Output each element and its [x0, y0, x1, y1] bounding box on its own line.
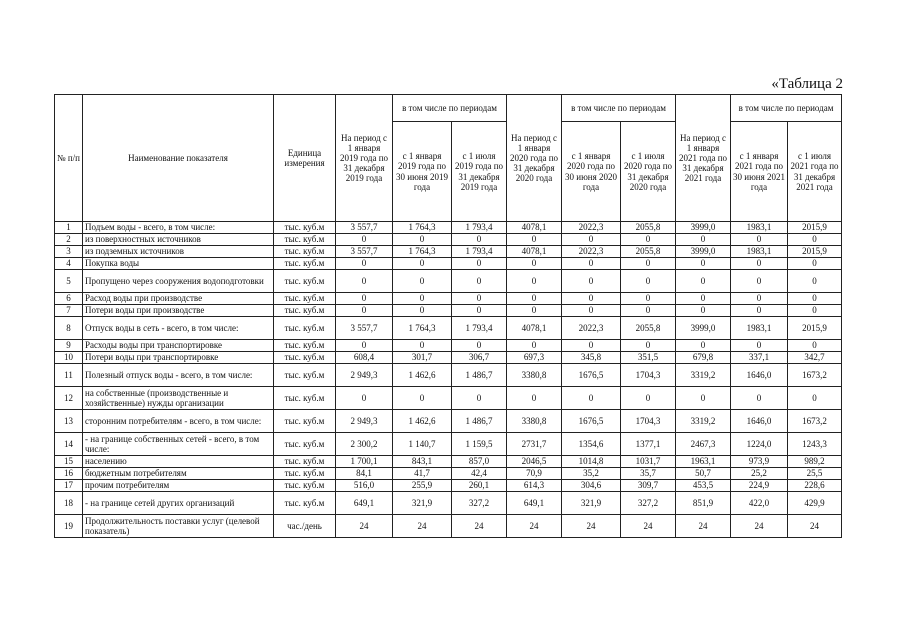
row-value: 351,5: [621, 352, 676, 364]
row-number: 12: [55, 387, 83, 410]
row-value: 857,0: [452, 456, 507, 468]
row-number: 2: [55, 234, 83, 246]
row-value: 255,9: [393, 480, 452, 492]
row-value: 422,0: [731, 492, 788, 515]
row-value: 224,9: [731, 480, 788, 492]
row-number: 18: [55, 492, 83, 515]
row-value: 345,8: [562, 352, 621, 364]
row-value: 0: [731, 387, 788, 410]
row-value: 4078,1: [507, 246, 562, 258]
row-indicator-name: Расходы воды при транспортировке: [83, 340, 274, 352]
row-value: 1646,0: [731, 364, 788, 387]
row-value: 327,2: [621, 492, 676, 515]
row-value: 3319,2: [676, 364, 731, 387]
row-value: 0: [507, 340, 562, 352]
row-value: 1 159,5: [452, 433, 507, 456]
row-value: 3380,8: [507, 364, 562, 387]
row-value: 1676,5: [562, 364, 621, 387]
row-value: 0: [731, 258, 788, 270]
table-row: [55, 293, 842, 305]
row-value: 1 486,7: [452, 410, 507, 433]
row-value: 0: [452, 293, 507, 305]
row-value: 304,6: [562, 480, 621, 492]
row-indicator-name: из поверхностных источников: [83, 234, 274, 246]
table-row: [55, 305, 842, 317]
row-number: 11: [55, 364, 83, 387]
table-row: [55, 364, 842, 387]
table-row: [55, 387, 842, 410]
header-h2-2021: с 1 июля 2021 года по 31 декабря 2021 года: [788, 122, 842, 222]
header-name: Наименование показателя: [83, 95, 274, 222]
row-value: 0: [452, 305, 507, 317]
row-value: 0: [507, 258, 562, 270]
row-unit: тыс. куб.м: [274, 410, 336, 433]
row-value: 0: [676, 258, 731, 270]
row-value: 301,7: [393, 352, 452, 364]
row-value: 0: [507, 387, 562, 410]
row-value: 1676,5: [562, 410, 621, 433]
row-indicator-name: бюджетным потребителям: [83, 468, 274, 480]
row-value: 0: [393, 340, 452, 352]
row-value: 4078,1: [507, 317, 562, 340]
row-value: 0: [562, 270, 621, 293]
row-value: 0: [676, 270, 731, 293]
row-unit: тыс. куб.м: [274, 468, 336, 480]
row-value: 0: [336, 293, 393, 305]
row-number: 3: [55, 246, 83, 258]
header-incl-2020: в том числе по периодам: [562, 95, 676, 122]
row-value: 260,1: [452, 480, 507, 492]
header-period-2020: На период с 1 января 2020 года по 31 декабря 2020 года: [507, 95, 562, 222]
row-unit: час./день: [274, 515, 336, 538]
row-value: 516,0: [336, 480, 393, 492]
row-unit: тыс. куб.м: [274, 305, 336, 317]
row-value: 0: [621, 234, 676, 246]
row-value: 1 462,6: [393, 410, 452, 433]
row-number: 9: [55, 340, 83, 352]
row-value: 2 949,3: [336, 364, 393, 387]
row-value: 1 793,4: [452, 317, 507, 340]
header-h1-2020: с 1 января 2020 года по 30 июня 2020 года: [562, 122, 621, 222]
row-value: 70,9: [507, 468, 562, 480]
row-value: 337,1: [731, 352, 788, 364]
table-row: [55, 340, 842, 352]
row-unit: тыс. куб.м: [274, 364, 336, 387]
row-value: 84,1: [336, 468, 393, 480]
row-value: 973,9: [731, 456, 788, 468]
row-value: 0: [393, 270, 452, 293]
row-value: 429,9: [788, 492, 842, 515]
table-row: [55, 480, 842, 492]
table-row: [55, 352, 842, 364]
table-row: [55, 410, 842, 433]
row-value: 614,3: [507, 480, 562, 492]
row-value: 1243,3: [788, 433, 842, 456]
header-h1-2019: с 1 января 2019 года по 30 июня 2019 года: [393, 122, 452, 222]
row-value: 989,2: [788, 456, 842, 468]
row-value: 0: [731, 234, 788, 246]
row-unit: тыс. куб.м: [274, 258, 336, 270]
row-value: 1983,1: [731, 246, 788, 258]
row-value: 1963,1: [676, 456, 731, 468]
row-indicator-name: Расход воды при производстве: [83, 293, 274, 305]
row-number: 19: [55, 515, 83, 538]
row-value: 327,2: [452, 492, 507, 515]
row-value: 1704,3: [621, 364, 676, 387]
row-value: 0: [562, 234, 621, 246]
row-value: 0: [562, 258, 621, 270]
table-row: [55, 468, 842, 480]
row-value: 2 949,3: [336, 410, 393, 433]
row-value: 1 764,3: [393, 222, 452, 234]
row-indicator-name: сторонним потребителям - всего, в том числе:: [83, 410, 274, 433]
row-value: 0: [393, 234, 452, 246]
row-value: 1704,3: [621, 410, 676, 433]
row-value: 24: [507, 515, 562, 538]
row-number: 16: [55, 468, 83, 480]
row-value: 0: [336, 234, 393, 246]
row-indicator-name: Продолжительность поставки услуг (целевой показатель): [83, 515, 274, 538]
row-value: 0: [562, 387, 621, 410]
row-value: 3999,0: [676, 222, 731, 234]
row-unit: тыс. куб.м: [274, 222, 336, 234]
row-value: 35,7: [621, 468, 676, 480]
row-value: 42,4: [452, 468, 507, 480]
row-value: 24: [676, 515, 731, 538]
row-value: 0: [676, 340, 731, 352]
row-value: 24: [788, 515, 842, 538]
row-value: 228,6: [788, 480, 842, 492]
row-value: 697,3: [507, 352, 562, 364]
row-value: 3999,0: [676, 246, 731, 258]
row-indicator-name: - на границе собственных сетей - всего, в том числе:: [83, 433, 274, 456]
table-row: [55, 433, 842, 456]
row-value: 1983,1: [731, 317, 788, 340]
row-value: 321,9: [562, 492, 621, 515]
table-row: [55, 515, 842, 538]
row-number: 8: [55, 317, 83, 340]
row-value: 2022,3: [562, 317, 621, 340]
row-number: 7: [55, 305, 83, 317]
row-value: 679,8: [676, 352, 731, 364]
row-value: 2015,9: [788, 246, 842, 258]
row-number: 6: [55, 293, 83, 305]
row-value: 0: [676, 387, 731, 410]
table-row: [55, 234, 842, 246]
row-value: 50,7: [676, 468, 731, 480]
row-value: 1 462,6: [393, 364, 452, 387]
row-value: 0: [731, 270, 788, 293]
row-unit: тыс. куб.м: [274, 270, 336, 293]
row-value: 3 557,7: [336, 246, 393, 258]
row-unit: тыс. куб.м: [274, 293, 336, 305]
row-value: 25,2: [731, 468, 788, 480]
row-value: 342,7: [788, 352, 842, 364]
row-value: 24: [621, 515, 676, 538]
row-value: 0: [562, 305, 621, 317]
row-value: 1031,7: [621, 456, 676, 468]
row-value: 0: [336, 270, 393, 293]
row-value: 0: [452, 234, 507, 246]
row-number: 17: [55, 480, 83, 492]
row-value: 0: [507, 293, 562, 305]
row-value: 1354,6: [562, 433, 621, 456]
row-value: 0: [393, 387, 452, 410]
row-value: 0: [788, 387, 842, 410]
row-value: 0: [507, 234, 562, 246]
row-value: 35,2: [562, 468, 621, 480]
row-indicator-name: Подъем воды - всего, в том числе:: [83, 222, 274, 234]
row-indicator-name: Покупка воды: [83, 258, 274, 270]
row-value: 2 300,2: [336, 433, 393, 456]
row-value: 0: [731, 293, 788, 305]
row-value: 1983,1: [731, 222, 788, 234]
row-value: 0: [336, 258, 393, 270]
header-unit: Единица измерения: [274, 95, 336, 222]
row-unit: тыс. куб.м: [274, 492, 336, 515]
row-value: 24: [731, 515, 788, 538]
row-value: 3380,8: [507, 410, 562, 433]
row-value: 0: [393, 258, 452, 270]
row-value: 25,5: [788, 468, 842, 480]
row-value: 0: [788, 305, 842, 317]
row-value: 0: [676, 305, 731, 317]
row-value: 0: [788, 293, 842, 305]
row-value: 1 486,7: [452, 364, 507, 387]
row-value: 41,7: [393, 468, 452, 480]
table-row: [55, 270, 842, 293]
header-h2-2020: с 1 июля 2020 года по 31 декабря 2020 года: [621, 122, 676, 222]
row-value: 1 764,3: [393, 317, 452, 340]
row-value: 649,1: [507, 492, 562, 515]
row-value: 2731,7: [507, 433, 562, 456]
row-value: 0: [452, 258, 507, 270]
row-value: 3999,0: [676, 317, 731, 340]
row-indicator-name: Отпуск воды в сеть - всего, в том числе:: [83, 317, 274, 340]
row-value: 851,9: [676, 492, 731, 515]
row-value: 0: [731, 305, 788, 317]
row-value: 2046,5: [507, 456, 562, 468]
row-value: 1673,2: [788, 364, 842, 387]
row-value: 0: [336, 305, 393, 317]
row-value: 24: [562, 515, 621, 538]
row-value: 24: [336, 515, 393, 538]
row-value: 0: [452, 387, 507, 410]
row-value: 0: [788, 340, 842, 352]
row-value: 1224,0: [731, 433, 788, 456]
row-value: 608,4: [336, 352, 393, 364]
row-number: 4: [55, 258, 83, 270]
row-value: 843,1: [393, 456, 452, 468]
row-indicator-name: на собственные (производственные и хозяйственные) нужды организации: [83, 387, 274, 410]
row-value: 2467,3: [676, 433, 731, 456]
row-value: 0: [731, 340, 788, 352]
row-indicator-name: Потери воды при транспортировке: [83, 352, 274, 364]
row-value: 0: [788, 234, 842, 246]
row-value: 2015,9: [788, 317, 842, 340]
row-value: 3 557,7: [336, 317, 393, 340]
header-period-2021: На период с 1 января 2021 года по 31 декабря 2021 года: [676, 95, 731, 222]
row-number: 1: [55, 222, 83, 234]
row-unit: тыс. куб.м: [274, 387, 336, 410]
row-unit: тыс. куб.м: [274, 352, 336, 364]
row-value: 0: [676, 293, 731, 305]
row-number: 14: [55, 433, 83, 456]
row-value: 1377,1: [621, 433, 676, 456]
row-unit: тыс. куб.м: [274, 433, 336, 456]
row-unit: тыс. куб.м: [274, 480, 336, 492]
row-value: 1 793,4: [452, 222, 507, 234]
row-indicator-name: Полезный отпуск воды - всего, в том числе:: [83, 364, 274, 387]
row-value: 1 140,7: [393, 433, 452, 456]
row-value: 1 793,4: [452, 246, 507, 258]
header-h1-2021: с 1 января 2021 года по 30 июня 2021 года: [731, 122, 788, 222]
row-indicator-name: из подземных источников: [83, 246, 274, 258]
row-value: 0: [393, 293, 452, 305]
row-value: 0: [621, 293, 676, 305]
row-value: 4078,1: [507, 222, 562, 234]
header-h2-2019: с 1 июля 2019 года по 31 декабря 2019 года: [452, 122, 507, 222]
header-incl-2021: в том числе по периодам: [731, 95, 842, 122]
row-value: 2022,3: [562, 222, 621, 234]
row-value: 1014,8: [562, 456, 621, 468]
row-indicator-name: - на границе сетей других организаций: [83, 492, 274, 515]
header-num: № п/п: [55, 95, 83, 222]
row-value: 1 700,1: [336, 456, 393, 468]
row-value: 321,9: [393, 492, 452, 515]
row-indicator-name: Пропущено через сооружения водоподготовки: [83, 270, 274, 293]
row-value: 309,7: [621, 480, 676, 492]
row-unit: тыс. куб.м: [274, 234, 336, 246]
row-value: 2055,8: [621, 222, 676, 234]
row-value: 2055,8: [621, 317, 676, 340]
row-value: 2015,9: [788, 222, 842, 234]
row-value: 0: [507, 270, 562, 293]
row-number: 13: [55, 410, 83, 433]
row-value: 0: [452, 340, 507, 352]
row-number: 5: [55, 270, 83, 293]
row-indicator-name: Потери воды при производстве: [83, 305, 274, 317]
row-value: 2022,3: [562, 246, 621, 258]
row-value: 24: [452, 515, 507, 538]
water-balance-table: [54, 94, 842, 538]
row-indicator-name: прочим потребителям: [83, 480, 274, 492]
row-value: 0: [336, 387, 393, 410]
table-row: [55, 258, 842, 270]
row-value: 1646,0: [731, 410, 788, 433]
table-row: [55, 317, 842, 340]
row-value: 0: [621, 270, 676, 293]
row-unit: тыс. куб.м: [274, 246, 336, 258]
row-value: 1 764,3: [393, 246, 452, 258]
table-row: [55, 246, 842, 258]
row-unit: тыс. куб.м: [274, 340, 336, 352]
row-value: 0: [507, 305, 562, 317]
row-value: 3 557,7: [336, 222, 393, 234]
row-value: 3319,2: [676, 410, 731, 433]
row-value: 0: [788, 270, 842, 293]
row-value: 0: [562, 293, 621, 305]
table-caption: «Таблица 2: [771, 76, 843, 92]
row-value: 0: [452, 270, 507, 293]
table-body: [55, 222, 842, 538]
row-value: 0: [621, 258, 676, 270]
table-row: [55, 222, 842, 234]
row-value: 0: [676, 234, 731, 246]
row-value: 0: [621, 305, 676, 317]
row-value: 649,1: [336, 492, 393, 515]
row-value: 0: [621, 387, 676, 410]
row-value: 2055,8: [621, 246, 676, 258]
header-incl-2019: в том числе по периодам: [393, 95, 507, 122]
row-value: 0: [336, 340, 393, 352]
row-unit: тыс. куб.м: [274, 317, 336, 340]
row-value: 24: [393, 515, 452, 538]
row-value: 0: [562, 340, 621, 352]
row-unit: тыс. куб.м: [274, 456, 336, 468]
row-number: 10: [55, 352, 83, 364]
row-value: 306,7: [452, 352, 507, 364]
row-value: 0: [393, 305, 452, 317]
table-row: [55, 456, 842, 468]
row-value: 1673,2: [788, 410, 842, 433]
row-value: 0: [621, 340, 676, 352]
row-number: 15: [55, 456, 83, 468]
table-row: [55, 492, 842, 515]
row-value: 453,5: [676, 480, 731, 492]
header-period-2019: На период с 1 января 2019 года по 31 декабря 2019 года: [336, 95, 393, 222]
row-indicator-name: населению: [83, 456, 274, 468]
row-value: 0: [788, 258, 842, 270]
